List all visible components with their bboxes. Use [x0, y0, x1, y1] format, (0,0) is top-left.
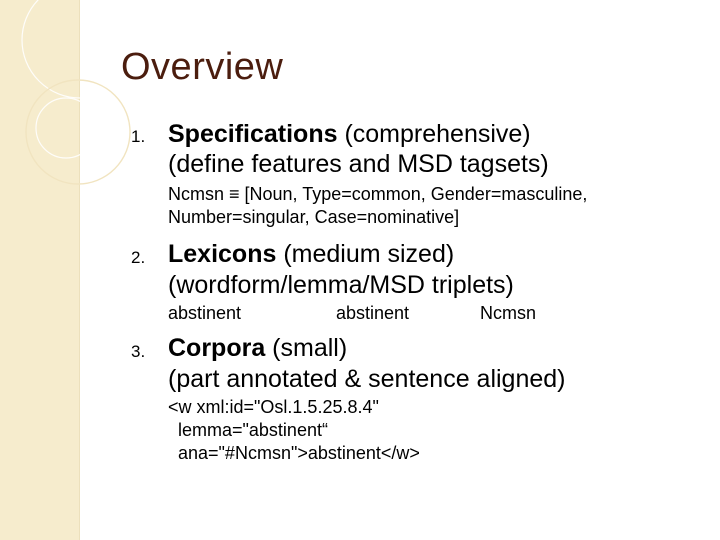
example-wordform: abstinent — [168, 303, 242, 323]
item-keyword: Lexicons — [168, 240, 277, 268]
example-xml: lemma="abstinent“ — [168, 420, 328, 440]
example-xml: <w xml:id="Osl.1.5.25.8.4" — [168, 397, 379, 417]
item-number: 2. — [131, 248, 146, 267]
item-descriptor: (medium sized) — [276, 240, 455, 268]
item-subheading: (define features and MSD tagsets) — [168, 150, 549, 178]
item-keyword: Corpora — [168, 334, 266, 362]
item-descriptor: (small) — [265, 334, 348, 362]
item-subheading: (part annotated & sentence aligned) — [168, 365, 566, 393]
decorative-circles — [0, 0, 170, 230]
example-xml: ana="#Ncmsn">abstinent</w> — [168, 443, 420, 463]
item-heading — [168, 240, 454, 269]
item-subheading: (wordform/lemma/MSD triplets) — [168, 271, 514, 299]
item-number: 3. — [131, 342, 146, 361]
item-number: 1. — [131, 127, 146, 146]
slide-title: Overview — [121, 46, 284, 88]
item-keyword: Specifications — [168, 120, 338, 148]
item-heading — [168, 120, 531, 149]
example-text: Ncmsn ≡ [Noun, Type=common, Gender=masculine, — [168, 184, 588, 204]
item-descriptor: (comprehensive) — [337, 120, 531, 148]
example-text: Number=singular, Case=nominative] — [168, 207, 460, 227]
item-heading — [168, 334, 347, 363]
example-msd: Ncmsn — [480, 303, 537, 323]
example-lemma: abstinent — [336, 303, 410, 323]
